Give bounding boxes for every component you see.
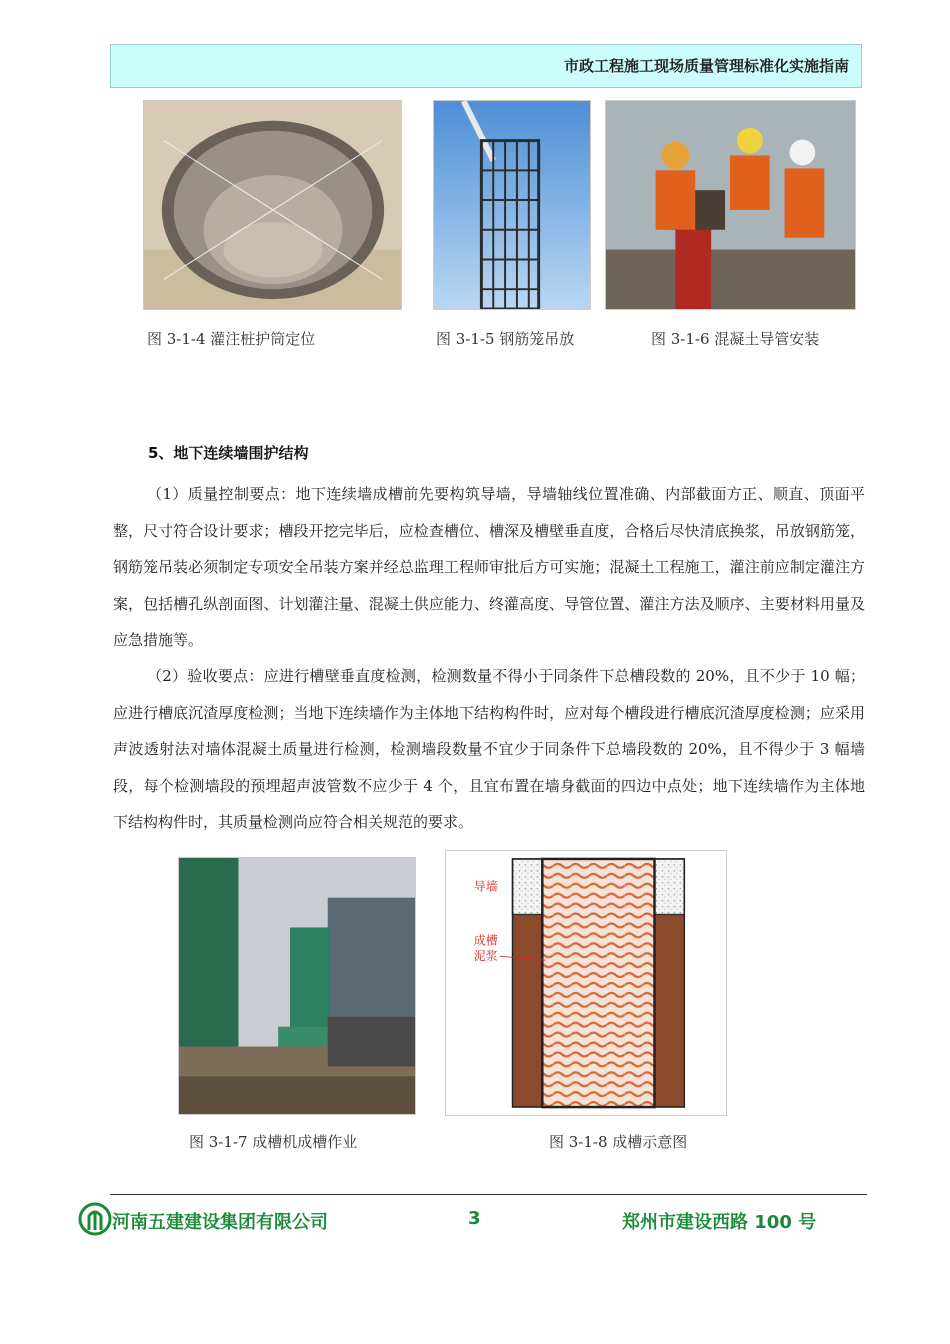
- company-logo-icon: [78, 1202, 112, 1236]
- caption-fig-3-1-6: 图 3-1-6 混凝土导管安装: [651, 330, 820, 348]
- footer-company: 河南五建建设集团有限公司: [112, 1212, 328, 1233]
- footer-address: 郑州市建设西路 100 号: [622, 1212, 817, 1233]
- photo-casing-positioning: [143, 100, 402, 310]
- caption-fig-3-1-8: 图 3-1-8 成槽示意图: [549, 1133, 688, 1151]
- label-slurry: 泥浆: [473, 949, 498, 964]
- caption-fig-3-1-5: 图 3-1-5 钢筋笼吊放: [436, 330, 575, 348]
- label-trench: 成槽: [473, 933, 498, 948]
- footer-page-number: 3: [468, 1208, 481, 1229]
- header-title: 市政工程施工现场质量管理标准化实施指南: [563, 57, 849, 75]
- soil-right: [655, 913, 685, 1108]
- footer-divider: [110, 1194, 867, 1195]
- caption-fig-3-1-4: 图 3-1-4 灌注桩护筒定位: [147, 330, 316, 348]
- paragraph-acceptance: （2）验收要点：应进行槽壁垂直度检测，检测数量不得小于同条件下总槽段数的 20%，且不少于 10 幅；应进行槽底沉渣厚度检测；当地下连续墙作为主体地下结构构件时，应对每个槽段进行槽底沉渣厚度检测；应采用声波透射法对墙体混凝土质量进行检测，检测墙段数量不宜少于同条件下总墙段数的 20%，且不得少于 3 幅墙段，每个检测墙段的预埋超声波管数不应少于 4 个，且宜布置在墙身截面的四边中点处；地下连续墙作为主体地下结构构件时，其质量检测尚应符合相关规范的要求。: [113, 667, 865, 831]
- caption-fig-3-1-7: 图 3-1-7 成槽机成槽作业: [189, 1133, 358, 1151]
- soil-left: [513, 913, 543, 1108]
- label-guide-wall: 导墙: [473, 879, 498, 894]
- paragraph-quality-control: （1）质量控制要点：地下连续墙成槽前先要构筑导墙，导墙轴线位置准确、内部截面方正、顺直、顶面平整，尺寸符合设计要求；槽段开挖完毕后，应检查槽位、槽深及槽壁垂直度，合格后尽快清底换浆，吊放钢筋笼，钢筋笼吊装必须制定专项安全吊装方案并经总监理工程师审批后方可实施；混凝土工程施工，灌注前应制定灌注方案，包括槽孔纵剖面图、计划灌注量、混凝土供应能力、终灌高度、导管位置、灌注方法及顺序、主要材料用量及应急措施等。: [113, 485, 865, 649]
- photo-rebar-cage-lifting: [433, 100, 591, 310]
- guide-wall-right: [655, 859, 685, 915]
- section-heading: 5、地下连续墙围护结构: [148, 444, 309, 462]
- photo-trench-machine: [178, 857, 416, 1115]
- trench-slurry: [542, 859, 654, 1107]
- header-banner: [110, 44, 862, 88]
- photo-tremie-pipe-install: [605, 100, 856, 310]
- guide-wall-left: [513, 859, 543, 915]
- diagram-trench-schematic: [445, 850, 727, 1116]
